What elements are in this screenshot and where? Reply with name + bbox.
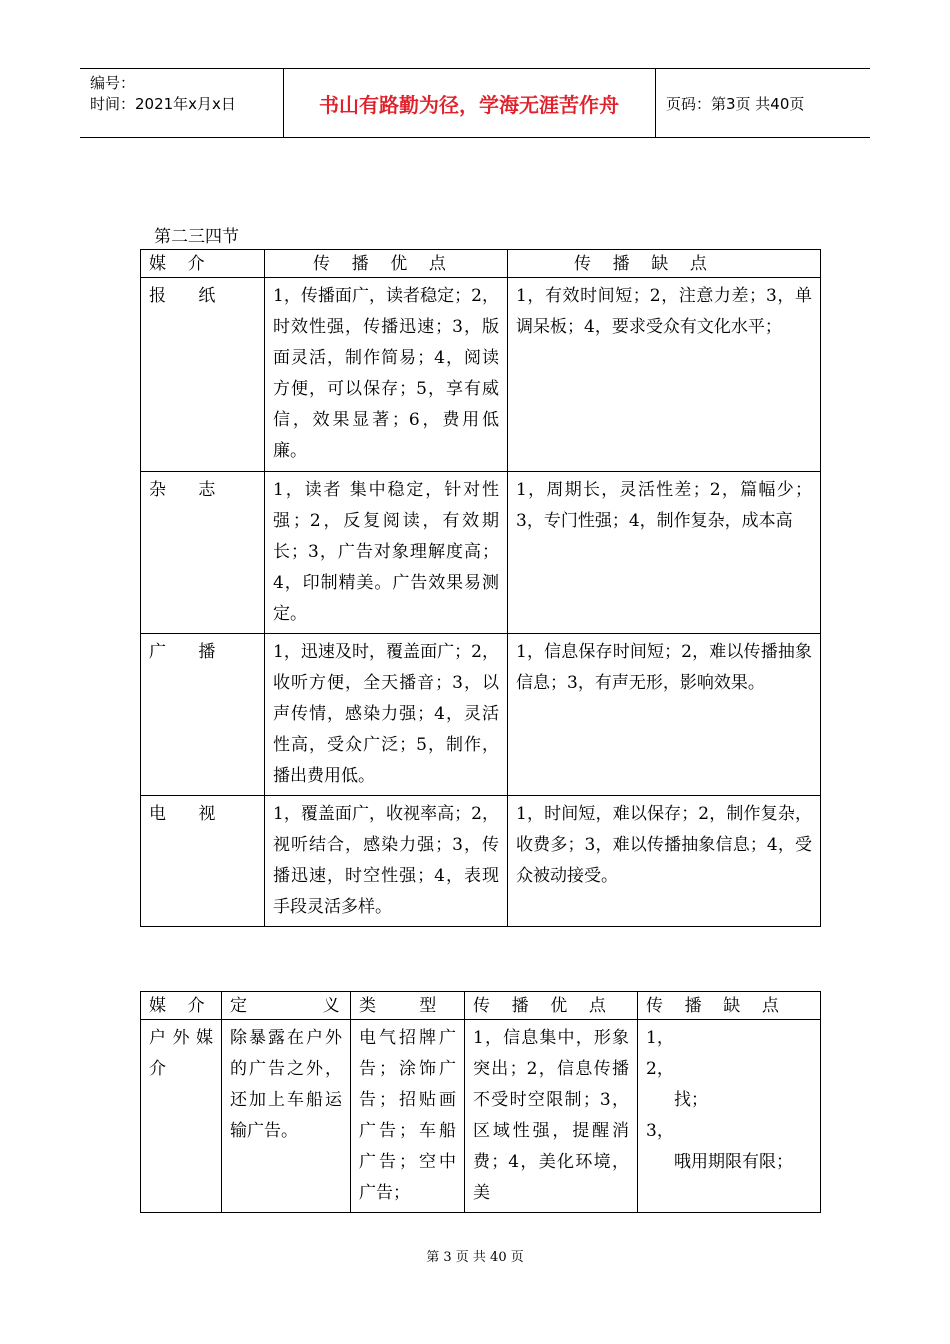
media-pros: 1，读者 集中稳定，针对性强；2，反复阅读，有效期长；3，广告对象理解度高；4，印制精美。广告效果易测定。 (265, 472, 508, 634)
table-header-row (141, 250, 821, 278)
cons-line: 3， (646, 1121, 674, 1141)
header-media: 媒 介 (141, 250, 265, 278)
media-types: 电气招牌广告；涂饰广告；招贴画广告；车船广告；空中广告； (351, 1020, 465, 1213)
media-definition: 除暴露在户外的广告之外，还加上车船运输广告。 (222, 1020, 351, 1213)
time-label: 时间：2021年x月x日 (90, 95, 236, 113)
header-pros: 传 播 优 点 (465, 992, 638, 1020)
header-type: 类 型 (351, 992, 465, 1020)
table-row (141, 472, 821, 634)
number-label: 编号： (90, 74, 136, 92)
media-cons: 1，信息保存时间短；2，难以传播抽象信息；3，有声无形，影响效果。 (508, 634, 821, 796)
page-footer: 第 3 页 共 40 页 (426, 1250, 524, 1265)
table-header-row (141, 992, 821, 1020)
header-media: 媒 介 (141, 992, 222, 1020)
header-pros: 传 播 优 点 (265, 250, 508, 278)
table-row (141, 278, 821, 472)
media-pros: 1，覆盖面广，收视率高；2，视听结合，感染力强；3，传播迅速，时空性强；4，表现手段灵活多样。 (265, 796, 508, 927)
media-name: 户外媒介 (141, 1020, 222, 1213)
media-name: 杂 志 (141, 472, 265, 634)
media-name: 电 视 (141, 796, 265, 927)
media-cons: 1，周期长，灵活性差；2，篇幅少；3，专门性强；4，制作复杂，成本高 (508, 472, 821, 634)
cons-line: 哦用期限有限； (674, 1152, 793, 1172)
table-row (141, 634, 821, 796)
page-info: 页码：第3页 共40页 (666, 94, 805, 113)
media-pros: 1，信息集中，形象突出；2，信息传播不受时空限制；3，区域性强，提醒消费；4，美化环境，美 (465, 1020, 638, 1213)
media-name: 广 播 (141, 634, 265, 796)
header-definition: 定 义 (222, 992, 351, 1020)
cons-line: 2， (646, 1059, 674, 1079)
media-pros: 1，迅速及时，覆盖面广；2，收听方便，全天播音；3，以声传情，感染力强；4，灵活性高，受众广泛；5，制作，播出费用低。 (265, 634, 508, 796)
media-comparison-table (140, 249, 821, 927)
header-meta (90, 73, 280, 115)
media-cons: 1，有效时间短；2，注意力差；3，单调呆板；4，要求受众有文化水平； (508, 278, 821, 472)
header-divider (655, 69, 656, 137)
media-cons: 1，时间短，难以保存；2，制作复杂，收费多；3，难以传播抽象信息；4，受众被动接受。 (508, 796, 821, 927)
header-cons: 传 播 缺 点 (638, 992, 821, 1020)
section-title: 第二三四节 (154, 227, 239, 247)
cons-line: 找； (674, 1090, 708, 1110)
outdoor-media-table (140, 991, 821, 1213)
cons-line: 1， (646, 1028, 674, 1048)
header-motto: 书山有路勤为径，学海无涯苦作舟 (319, 92, 619, 117)
media-cons (638, 1020, 821, 1213)
media-pros: 1，传播面广，读者稳定；2，时效性强，传播迅速；3，版面灵活，制作简易；4，阅读方便，可以保存；5，享有威信，效果显著；6，费用低廉。 (265, 278, 508, 472)
table-row (141, 796, 821, 927)
page-header (80, 68, 870, 138)
table-row (141, 1020, 821, 1213)
media-name: 报 纸 (141, 278, 265, 472)
header-cons: 传 播 缺 点 (508, 250, 821, 278)
